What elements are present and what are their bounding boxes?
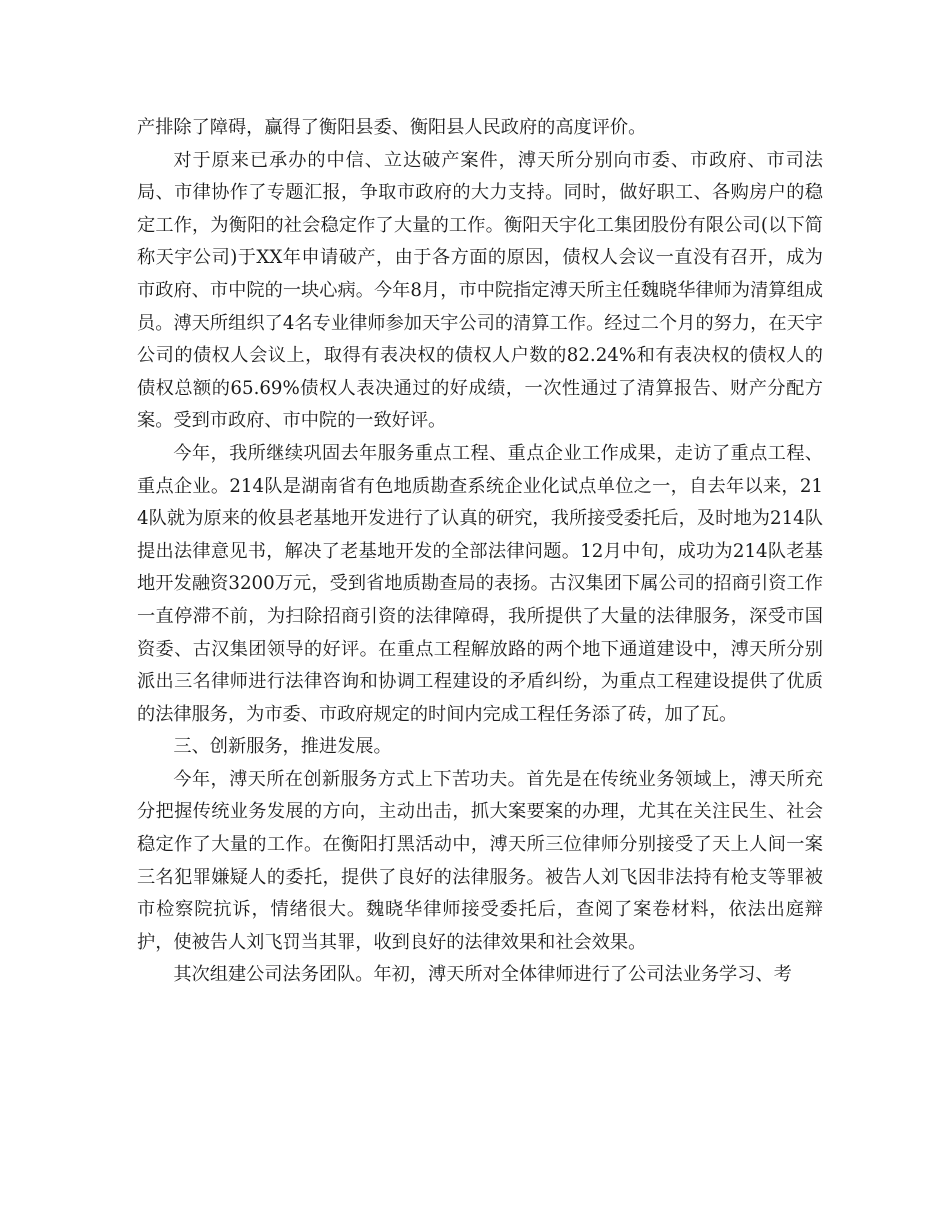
- paragraph-4: 今年，溥天所在创新服务方式上下苦功夫。首先是在传统业务领域上，溥天所充分把握传统业务发展的方向，主动出击，抓大案要案的办理，尤其在关注民生、社会稳定作了大量的工作。在衡阳打黑活动中，溥天所三位律师分别接受了天上人间一案三名犯罪嫌疑人的委托，提供了良好的法律服务。被告人刘飞因非法持有枪支等罪被市检察院抗诉，情绪很大。魏晓华律师接受委托后，查阅了案卷材料，依法出庭辩护，使被告人刘飞罚当其罪，收到良好的法律效果和社会效果。: [137, 768, 823, 953]
- document-body: [137, 112, 823, 992]
- paragraph-1: 产排除了障碍，赢得了衡阳县委、衡阳县人民政府的高度评价。: [137, 117, 647, 138]
- section-heading-3: 三、创新服务，推进发展。: [173, 736, 392, 758]
- paragraph-3: 今年，我所继续巩固去年服务重点工程、重点企业工作成果，走访了重点工程、重点企业。214队是湖南省有色地质勘查系统企业化试点单位之一，自去年以来，214队就为原来的攸县老基地开发进行了认真的研究，我所接受委托后，及时地为214队提出法律意见书，解决了老基地开发的全部法律问题。12月中旬，成功为214队老基地开发融资3200万元，受到省地质勘查局的表扬。古汉集团下属公司的招商引资工作一直停滞不前，为扫除招商引资的法律障碍，我所提供了大量的法律服务，深受市国资委、古汉集团领导的好评。在重点工程解放路的两个地下通道建设中，溥天所分别派出三名律师进行法律咨询和协调工程建设的矛盾纠纷，为重点工程建设提供了优质的法律服务，为市委、市政府规定的时间内完成工程任务添了砖，加了瓦。: [137, 442, 823, 725]
- paragraph-2: 对于原来已承办的中信、立达破产案件，溥天所分别向市委、市政府、市司法局、市律协作了专题汇报，争取市政府的大力支持。同时，做好职工、各购房户的稳定工作，为衡阳的社会稳定作了大量的工作。衡阳天宇化工集团股份有限公司(以下简称天宇公司)于XX年申请破产，由于各方面的原因，债权人会议一直没有召开，成为市政府、市中院的一块心病。今年8月，市中院指定溥天所主任魏晓华律师为清算组成员。溥天所组织了4名专业律师参加天宇公司的清算工作。经过二个月的努力，在天宇公司的债权人会议上，取得有表决权的债权人户数的82.24%和有表决权的债权人的债权总额的65.69%债权人表决通过的好成绩，一次性通过了清算报告、财产分配方案。受到市政府、市中院的一致好评。: [137, 149, 823, 432]
- paragraph-5: 其次组建公司法务团队。年初，溥天所对全体律师进行了公司法业务学习、考: [173, 964, 792, 986]
